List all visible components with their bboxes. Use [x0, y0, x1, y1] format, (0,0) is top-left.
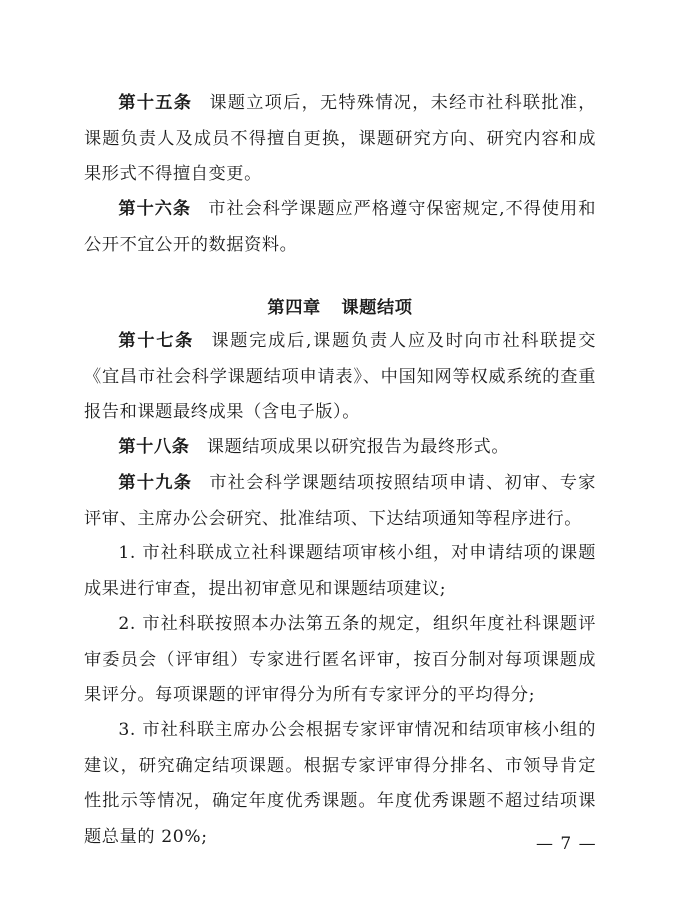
chapter-title: 课题结项 — [341, 298, 413, 318]
article-16 — [84, 192, 596, 263]
list-item-2: 2. 市社科联按照本办法第五条的规定，组织年度社科课题评审委员会（评审组）专家进行匿名评审，按百分制对每项课题成果评分。每项课题的评审得分为所有专家评分的平均得分; — [84, 614, 596, 705]
chapter-number: 第四章 — [267, 298, 321, 318]
list-item-3: 3. 市社科联主席办公会根据专家评审情况和结项审核小组的建议，研究确定结项课题。根据专家评审得分排名、市领导肯定性批示等情况，确定年度优秀课题。年度优秀课题不超过结项课题总量的 20%; — [84, 720, 596, 847]
article-15-text: 课题立项后，无特殊情况，未经市社科联批准，课题负责人及成员不得擅自更换，课题研究方向、研究内容和成果形式不得擅自变更。 — [84, 93, 596, 184]
article-18-text: 课题结项成果以研究报告为最终形式。 — [206, 437, 510, 457]
article-16-label: 第十六条 — [118, 199, 192, 219]
article-19-label: 第十九条 — [118, 473, 193, 493]
chapter-heading — [84, 291, 596, 326]
article-18 — [84, 430, 596, 466]
article-16-text: 市社会科学课题应严格遵守保密规定,不得使用和公开不宜公开的数据资料。 — [84, 199, 596, 255]
article-19 — [84, 466, 596, 537]
article-17 — [84, 324, 596, 431]
list-item-1: 1. 市社科联成立社科课题结项审核小组，对申请结项的课题成果进行审查，提出初审意见和课题结项建议; — [84, 543, 596, 599]
article-15 — [84, 86, 596, 193]
article-17-label: 第十七条 — [118, 331, 195, 351]
article-17-text: 课题完成后,课题负责人应及时向市社科联提交《宜昌市社会科学课题结项申请表》、中国知网等权威系统的查重报告和课题最终成果（含电子版）。 — [84, 331, 596, 422]
article-15-label: 第十五条 — [118, 93, 193, 113]
article-19-text: 市社会科学课题结项按照结项申请、初审、专家评审、主席办公会研究、批准结项、下达结项通知等程序进行。 — [84, 473, 596, 529]
page-number: — 7 — — [536, 834, 597, 854]
article-18-label: 第十八条 — [118, 437, 190, 457]
